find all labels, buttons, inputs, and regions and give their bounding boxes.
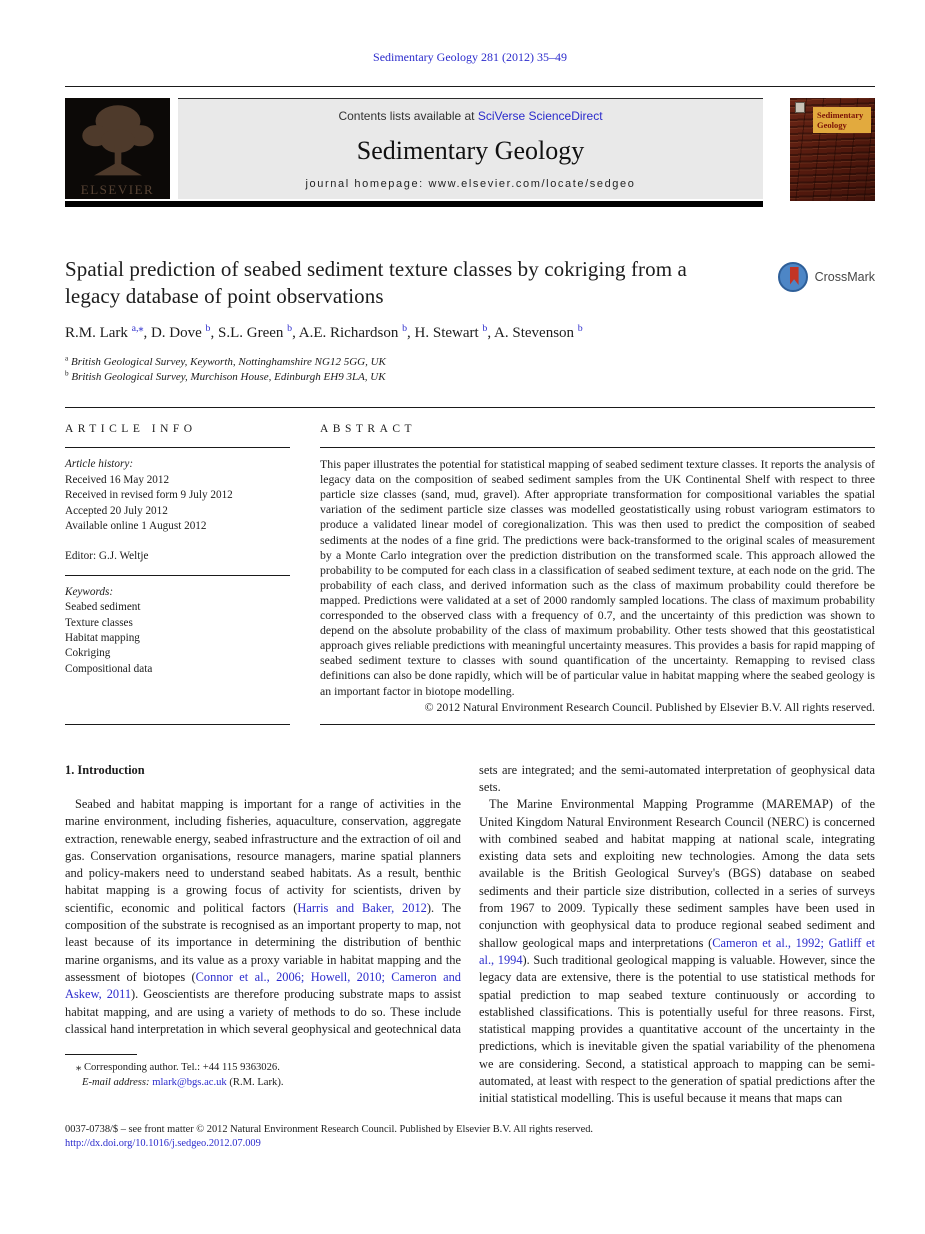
page-footer [65, 1123, 875, 1152]
footnote-rule [65, 1054, 137, 1055]
divider [320, 724, 875, 725]
abstract-text: This paper illustrates the potential for statistical mapping of seabed sediment texture classes. It reports the analysis of legacy data on the composition of seabed sediment samples from the UK Continental Shelf with respect to three particle size classes (sand, mud, gravel). After appropriate transformation for compositional variables the spatial variation of the sediment particle size classes was modelled geostatistically using robust variogram estimators to produce a validated linear model of coregionalization. This was then used to predict the composition of seabed sediments at the nodes of a fine grid. The predictions were back-transformed to the original scales of measurement by a Monte Carlo integration over the prediction distribution on the transformed scale. This approach allowed the probability to be computed for each class in a classification of seabed sediment texture, at each node on the grid. The probability of each class, and derived information such as the class of maximum probability could therefore be mapped. Predictions were validated at a set of 2000 randomly sampled locations. The class of maximum probability corresponded to the observed class with a frequency of 0.7, and the uncertainty of this prediction was shown to depend on the absolute probability of the class of maximum probability. Other tests showed that this geostatistical approach gives reliable predictions with meaningful uncertainty measures. This provides a basis for rapid mapping of seabed sediment texture to classes with sound quantification of the uncertainty. Remapping to revised class definitions can also be done rapidly, which will be of particular value in habitat mapping where the seabed geology is an important factor in biotope modelling. [320, 457, 875, 698]
divider [65, 724, 290, 725]
text-segment: ). Such traditional geological mapping is valuable. However, since the legacy data are extensive, there is the potential to use statistical methods for spatial prediction to map seabed texture continuously or according to established classifications. This is potentially useful for three reasons. First, statistical mapping provides a quantitative account of the uncertainty in the predictions, which is inevitable given the spatial variability of the phenomena we are considering. Second, a statistical approach to mapping can be semi-automated, at least with respect to the generation of spatial predictions after the initial statistical modelling. This is useful because it means that maps can [479, 952, 875, 1106]
citation-link[interactable]: Harris and Baker, 2012 [297, 900, 427, 915]
abstract-column [320, 422, 875, 725]
contents-line [338, 109, 602, 123]
citation-row [65, 0, 875, 65]
text-segment: , H. Stewart [407, 325, 483, 341]
sciverse-sciencedirect-link[interactable]: SciVerse ScienceDirect [477, 109, 603, 123]
elsevier-logo-text: ELSEVIER [80, 182, 155, 197]
contents-prefix: Contents lists available at [338, 109, 478, 123]
footnote-email [65, 1076, 461, 1091]
text-segment: ). The composition of the substrate is recognised as an important property to map, not least because of its importance in determining the distribution of benthic marine organisms, and its value as a proxy variable in habitat mapping and the assessment of biotopes ( [65, 900, 461, 984]
body-columns [65, 762, 875, 1108]
text-segment: R.M. Lark [65, 325, 132, 341]
author-affil-link[interactable]: b [577, 323, 583, 334]
text-segment: , S.L. Green [210, 325, 288, 341]
affiliation-text: British Geological Survey, Keyworth, Nottinghamshire NG12 5GG, UK [70, 356, 386, 368]
article-title: Spatial prediction of seabed sediment texture classes by cokriging from a legacy database of point observations [65, 257, 687, 308]
keyword-item: Cokriging [65, 647, 111, 660]
author-affil-link[interactable]: a,⁎ [131, 323, 144, 334]
author-affil-link[interactable]: b [482, 323, 488, 334]
email-link[interactable]: mlark@bgs.ac.uk [152, 1076, 227, 1088]
history-item: Received in revised form 9 July 2012 [65, 489, 233, 502]
text-segment: , A. Stevenson [487, 325, 578, 341]
keywords-label: Keywords: [65, 585, 114, 598]
affiliation-marker: a [65, 354, 69, 363]
keyword-item: Compositional data [65, 662, 153, 675]
crossmark-bookmark-icon [790, 267, 799, 285]
crossmark-label: CrossMark [814, 270, 875, 284]
footnote [65, 1054, 461, 1090]
body-left-column [65, 762, 461, 1108]
crossmark-badge[interactable] [778, 262, 875, 292]
affiliations [65, 355, 875, 385]
text-segment: ). Geoscientists are therefore producing substrate maps to assist habitat mapping, and are using a variety of methods to do so. These include classical hand interpretation in which several geophysical and geotechnical data [65, 987, 462, 1036]
author-affil-link[interactable]: b [205, 323, 211, 334]
body-right-column [479, 762, 875, 1108]
journal-header-box [178, 98, 763, 199]
article-info-header: ARTICLE INFO [65, 423, 197, 435]
abstract-header: ABSTRACT [320, 423, 417, 435]
doi-link[interactable]: http://dx.doi.org/10.1016/j.sedgeo.2012.07.009 [65, 1138, 261, 1150]
citation-link[interactable]: Cameron et al., 1992; Gatliff et al., 1994 [479, 935, 875, 967]
author-affil-link[interactable]: b [402, 323, 408, 334]
section-heading-introduction: 1. Introduction [65, 762, 145, 777]
footer-copyright-line: 0037-0738/$ – see front matter © 2012 Natural Environment Research Council. Published by Elsevier B.V. All rights reserved. [65, 1123, 593, 1135]
citation-link[interactable]: Connor et al., 2006; Howell, 2010; Cameron and Askew, 2011 [65, 969, 461, 1002]
article-info-column [65, 422, 290, 725]
keyword-item: Texture classes [65, 616, 133, 629]
divider [65, 575, 290, 576]
elsevier-logo[interactable] [65, 98, 170, 199]
text-segment: The Marine Environmental Mapping Programme (MAREMAP) of the United Kingdom Natural Environment Research Council (NERC) is concerned with combined seabed and habitat mapping at national scale, integrating existing data sets and exploiting new technologies. Among the data sets available is the British Geological Survey's (BGS) database on seabed sediments and their particle size distribution, collected in a series of surveys from 1967 to 2009. Typically these sediment samples have been used in conjunction with geophysical data to produce regional seabed sediment and shallow geological maps and interpretations ( [479, 797, 875, 950]
divider [320, 447, 875, 448]
affiliation-marker: b [65, 369, 69, 378]
keyword-item: Habitat mapping [65, 632, 140, 645]
author-list [65, 325, 875, 342]
info-abstract-section [65, 408, 875, 725]
author-affil-link[interactable]: b [287, 323, 293, 334]
journal-citation-link[interactable]: Sedimentary Geology 281 (2012) 35–49 [373, 50, 567, 64]
divider [65, 447, 290, 448]
journal-title: Sedimentary Geology [356, 135, 585, 165]
header-divider-bar [65, 201, 763, 207]
history-item: Accepted 20 July 2012 [65, 504, 168, 517]
journal-homepage-link[interactable]: journal homepage: www.elsevier.com/locate/sedgeo [305, 178, 636, 190]
history-item: Available online 1 August 2012 [65, 520, 207, 533]
crossmark-icon [778, 262, 808, 292]
body-paragraph: sets are integrated; and the semi-automated interpretation of geophysical data sets. [479, 762, 875, 794]
editor-line: Editor: G.J. Weltje [65, 550, 149, 563]
text-segment: , D. Dove [143, 325, 206, 341]
journal-cover-thumbnail[interactable] [790, 98, 875, 201]
body-paragraph [479, 796, 875, 1107]
body-paragraph [65, 796, 461, 1038]
article-history-label: Article history: [65, 458, 134, 471]
text-segment: (R.M. Lark). [226, 1076, 284, 1088]
affiliation [65, 370, 875, 385]
abstract-copyright: © 2012 Natural Environment Research Council. Published by Elsevier B.V. All rights reserved. [424, 699, 875, 714]
text-segment: , A.E. Richardson [292, 325, 403, 341]
affiliation-text: British Geological Survey, Murchison House, Edinburgh EH9 3LA, UK [71, 371, 386, 383]
affiliation [65, 355, 875, 370]
history-item: Received 16 May 2012 [65, 473, 170, 486]
text-segment: E-mail address: [82, 1076, 153, 1088]
top-divider [65, 86, 875, 87]
masthead [65, 98, 875, 199]
footnote-corresponding-author: ⁎ Corresponding author. Tel.: +44 115 9363026. [76, 1062, 280, 1074]
text-segment: Seabed and habitat mapping is important for a range of activities in the marine environment, including fisheries, aquaculture, conservation, aggregate extraction, renewable energy, seabed infrastructure and the extraction of oil and gas. Conservation organisations, resource managers, marine spatial planners and policy-makers need to understand seabed habitats. As a result, benthic habitat mapping is a growing focus of activity for scientists, driven by scientific, economic and political factors ( [65, 796, 461, 915]
cover-publisher-icon [795, 102, 805, 113]
keyword-item: Seabed sediment [65, 601, 141, 614]
title-row [65, 256, 875, 310]
cover-title: Sedimentary Geology [813, 107, 871, 133]
elsevier-tree-icon [78, 100, 158, 182]
